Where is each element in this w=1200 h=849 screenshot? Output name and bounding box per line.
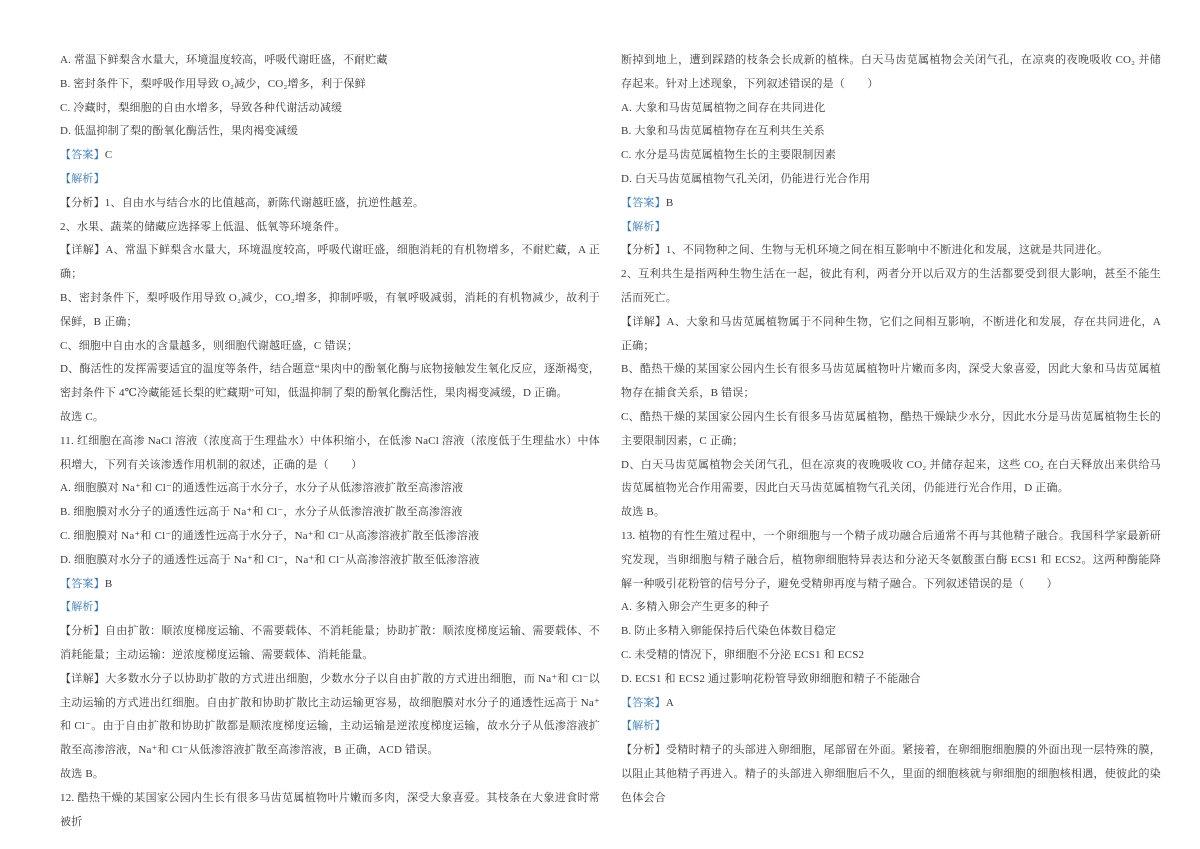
paragraph-text: 【分析】1、自由水与结合水的比值越高，新陈代谢越旺盛，抗逆性越差。 bbox=[60, 196, 425, 209]
paragraph-text: 12. 酷热干燥的某国家公园内生长有很多马齿苋属植物叶片嫩而多肉，深受大象喜爱。其枝条在大象进食时常被折 bbox=[60, 791, 600, 828]
paragraph bbox=[60, 573, 600, 597]
answer-section-label: 【答案】 bbox=[60, 149, 105, 162]
paragraph bbox=[60, 335, 600, 359]
paragraph-text: C bbox=[104, 149, 113, 162]
paragraph-text: B. 密封条件下，梨呼吸作用导致 O₂减少，CO₂增多，利于保鲜 bbox=[60, 77, 366, 90]
paragraph bbox=[621, 263, 1161, 311]
paragraph-text: A. 多精入卵会产生更多的种子 bbox=[621, 601, 770, 614]
paragraph bbox=[621, 501, 1161, 525]
paragraph bbox=[60, 73, 600, 97]
paragraph bbox=[60, 97, 600, 121]
paragraph bbox=[621, 454, 1161, 502]
right-column bbox=[621, 49, 1161, 849]
answer-section-label: 【解析】 bbox=[60, 601, 105, 614]
paragraph-text: 故选 B。 bbox=[60, 767, 105, 780]
paragraph-text: C. 细胞膜对 Na⁺和 Cl⁻的通透性远高于水分子，Na⁺和 Cl⁻从高渗溶液扩散至低渗溶液 bbox=[60, 529, 480, 542]
paragraph bbox=[621, 525, 1161, 596]
answer-section-label: 【答案】 bbox=[621, 196, 666, 209]
answer-section-label: 【答案】 bbox=[60, 577, 105, 590]
paragraph-text: C. 冷藏时，梨细胞的自由水增多，导致各种代谢活动减缓 bbox=[60, 101, 343, 114]
paragraph bbox=[60, 501, 600, 525]
paragraph bbox=[60, 287, 600, 335]
paragraph bbox=[621, 49, 1161, 97]
paragraph-text: 【分析】1、不同物种之间、生物与无机环境之间在相互影响中不断进化和发展，这就是共同进化。 bbox=[621, 244, 1109, 257]
paragraph-text: B bbox=[665, 196, 674, 209]
answer-section-label: 【解析】 bbox=[60, 172, 105, 185]
paragraph bbox=[60, 192, 600, 216]
paragraph-text: 故选 C。 bbox=[60, 410, 105, 423]
paragraph-text: A. 常温下鲜梨含水量大，环境温度较高，呼吸代谢旺盛，不耐贮藏 bbox=[60, 54, 388, 66]
paragraph bbox=[621, 739, 1161, 810]
paragraph bbox=[621, 192, 1161, 216]
paragraph-text: 【详解】A、常温下鲜梨含水量大，环境温度较高，呼吸代谢旺盛，细胞消耗的有机物增多，不耐贮藏，A 正确； bbox=[60, 244, 600, 281]
paragraph-text: 【详解】A、大象和马齿苋属植物属于不同种生物，它们之间相互影响，不断进化和发展，存在共同进化，A 正确； bbox=[621, 315, 1161, 352]
paragraph-text: A. 细胞膜对 Na⁺和 Cl⁻的通透性远高于水分子，水分子从低渗溶液扩散至高渗溶液 bbox=[60, 482, 464, 495]
paragraph-text: D、白天马齿苋属植物会关闭气孔，但在凉爽的夜晚吸收 CO₂ 并储存起来，这些 CO₂ 在白天释放出来供给马齿苋属植物光合作用需要，因此白天马齿苋属植物气孔关闭，仍能进行光合作用，D 正确。 bbox=[621, 458, 1161, 495]
paragraph bbox=[621, 168, 1161, 192]
paragraph-text: C. 未受精的情况下，卵细胞不分泌 ECS1 和 ECS2 bbox=[621, 648, 865, 661]
paragraph bbox=[60, 620, 600, 668]
paragraph bbox=[621, 715, 1161, 739]
paragraph bbox=[621, 97, 1161, 121]
paragraph-text: 【分析】自由扩散：顺浓度梯度运输、不需要载体、不消耗能量；协助扩散：顺浓度梯度运输、需要载体、不消耗能量；主动运输：逆浓度梯度运输、需要载体、消耗能量。 bbox=[60, 625, 600, 661]
paragraph bbox=[621, 406, 1161, 454]
paragraph bbox=[60, 477, 600, 501]
paragraph bbox=[621, 311, 1161, 359]
paragraph-text: D. 低温抑制了梨的酚氧化酶活性，果肉褐变减缓 bbox=[60, 125, 299, 138]
paragraph-text: 故选 B。 bbox=[621, 506, 666, 519]
paragraph bbox=[60, 239, 600, 287]
paragraph bbox=[60, 525, 600, 549]
paragraph bbox=[621, 644, 1161, 668]
paragraph bbox=[621, 358, 1161, 406]
paragraph bbox=[621, 144, 1161, 168]
paragraph bbox=[60, 430, 600, 478]
paragraph-text: A. 大象和马齿苋属植物之间存在共同进化 bbox=[621, 101, 826, 114]
paragraph-text: D. 白天马齿苋属植物气孔关闭，仍能进行光合作用 bbox=[621, 172, 871, 185]
paragraph-text: B、酷热干燥的某国家公园内生长有很多马齿苋属植物叶片嫩而多肉，深受大象喜爱，因此大象和马齿苋属植物存在捕食关系，B 错误； bbox=[621, 363, 1161, 400]
paragraph bbox=[60, 216, 600, 240]
paragraph-text: D、酶活性的发挥需要适宜的温度等条件，结合题意“果肉中的酚氧化酶与底物接触发生氧化反应，逐渐褐变，密封条件下 4℃冷藏能延长梨的贮藏期”可知，低温抑制了梨的酚氧化酶活性，果肉褐变减缓，D 正确。 bbox=[60, 363, 600, 400]
paragraph bbox=[60, 49, 600, 73]
paragraph bbox=[621, 596, 1161, 620]
paragraph-text: D. ECS1 和 ECS2 通过影响花粉管导致卵细胞和精子不能融合 bbox=[621, 672, 921, 685]
paragraph bbox=[621, 620, 1161, 644]
paragraph-text: 【分析】受精时精子的头部进入卵细胞，尾部留在外面。紧接着，在卵细胞细胞膜的外面出现一层特殊的膜，以阻止其他精子再进入。精子的头部进入卵细胞后不久，里面的细胞核就与卵细胞的细胞核相遇，使彼此的染色体会合 bbox=[621, 744, 1161, 804]
answer-section-label: 【答案】 bbox=[621, 696, 666, 709]
paragraph-text: D. 细胞膜对水分子的通透性远高于 Na⁺和 Cl⁻，Na⁺和 Cl⁻从高渗溶液扩散至低渗溶液 bbox=[60, 553, 480, 566]
answer-section-label: 【解析】 bbox=[621, 720, 666, 733]
paragraph-text: C、酷热干燥的某国家公园内生长有很多马齿苋属植物，酷热干燥缺少水分，因此水分是马齿苋属植物生长的主要限制因素，C 正确； bbox=[621, 410, 1161, 447]
paragraph bbox=[621, 668, 1161, 692]
paragraph bbox=[60, 596, 600, 620]
paragraph-text: B. 细胞膜对水分子的通透性远高于 Na⁺和 Cl⁻，水分子从低渗溶液扩散至高渗溶液 bbox=[60, 506, 463, 519]
paragraph-text: B. 大象和马齿苋属植物存在互利共生关系 bbox=[621, 125, 825, 138]
paragraph-text: 2、水果、蔬菜的储藏应选择零上低温、低氧等环境条件。 bbox=[60, 220, 346, 233]
paragraph bbox=[60, 763, 600, 787]
paragraph bbox=[60, 358, 600, 406]
paragraph-text: 【详解】大多数水分子以协助扩散的方式进出细胞，少数水分子以自由扩散的方式进出细胞，而 Na⁺和 Cl⁻以主动运输的方式进出红细胞。自由扩散和协助扩散比主动运输更容易，故细胞膜对水分子的通透性远高于 Na⁺和 Cl⁻。由于自由扩散和协助扩散都是顺浓度梯度运输，主动运输是逆浓度梯度运输，故水分子从低渗溶液扩散至高渗溶液，Na⁺和 Cl⁻从低渗溶液扩散至高渗溶液，B 正确，ACD 错误。 bbox=[60, 672, 600, 757]
paragraph bbox=[60, 406, 600, 430]
answer-section-label: 【解析】 bbox=[621, 220, 666, 233]
paragraph bbox=[621, 692, 1161, 716]
paragraph-text: B bbox=[104, 577, 113, 590]
paragraph-text: B、密封条件下，梨呼吸作用导致 O₂减少，CO₂增多，抑制呼吸，有氧呼吸减弱，消耗的有机物减少，故利于保鲜，B 正确； bbox=[60, 291, 600, 328]
paragraph-text: C、细胞中自由水的含量越多，则细胞代谢越旺盛，C 错误； bbox=[60, 339, 359, 352]
paragraph bbox=[60, 168, 600, 192]
paragraph-text: 13. 植物的有性生殖过程中，一个卵细胞与一个精子成功融合后通常不再与其他精子融合。我国科学家最新研究发现，当卵细胞与精子融合后，植物卵细胞特异表达和分泌天冬氨酸蛋白酶 ECS1 和 ECS2。这两种酶能降解一种吸引花粉管的信号分子，避免受精卵再度与精子融合。下列叙述错误的是（ ） bbox=[621, 529, 1161, 590]
paragraph-text: A bbox=[665, 696, 674, 709]
paragraph-text: 11. 红细胞在高渗 NaCl 溶液（浓度高于生理盐水）中体积缩小，在低渗 NaCl 溶液（浓度低于生理盐水）中体积增大，下列有关该渗透作用机制的叙述，正确的是（ ） bbox=[60, 434, 600, 471]
paragraph-text: C. 水分是马齿苋属植物生长的主要限制因素 bbox=[621, 149, 837, 162]
paragraph bbox=[621, 216, 1161, 240]
paragraph-text: B. 防止多精入卵能保持后代染色体数目稳定 bbox=[621, 625, 837, 638]
paragraph bbox=[60, 787, 600, 835]
paragraph bbox=[60, 668, 600, 763]
paragraph-text: 断掉到地上，遭到踩踏的枝条会长成新的植株。白天马齿苋属植物会关闭气孔，在凉爽的夜晚吸收 CO₂ 并储存起来。针对上述现象，下列叙述错误的是（ ） bbox=[621, 54, 1161, 90]
paragraph bbox=[621, 120, 1161, 144]
left-column bbox=[60, 49, 600, 849]
paragraph bbox=[60, 549, 600, 573]
paragraph bbox=[621, 239, 1161, 263]
paragraph-text: 2、互利共生是指两种生物生活在一起，彼此有利，两者分开以后双方的生活都要受到很大影响，甚至不能生活而死亡。 bbox=[621, 268, 1161, 304]
paragraph bbox=[60, 144, 600, 168]
paragraph bbox=[60, 120, 600, 144]
